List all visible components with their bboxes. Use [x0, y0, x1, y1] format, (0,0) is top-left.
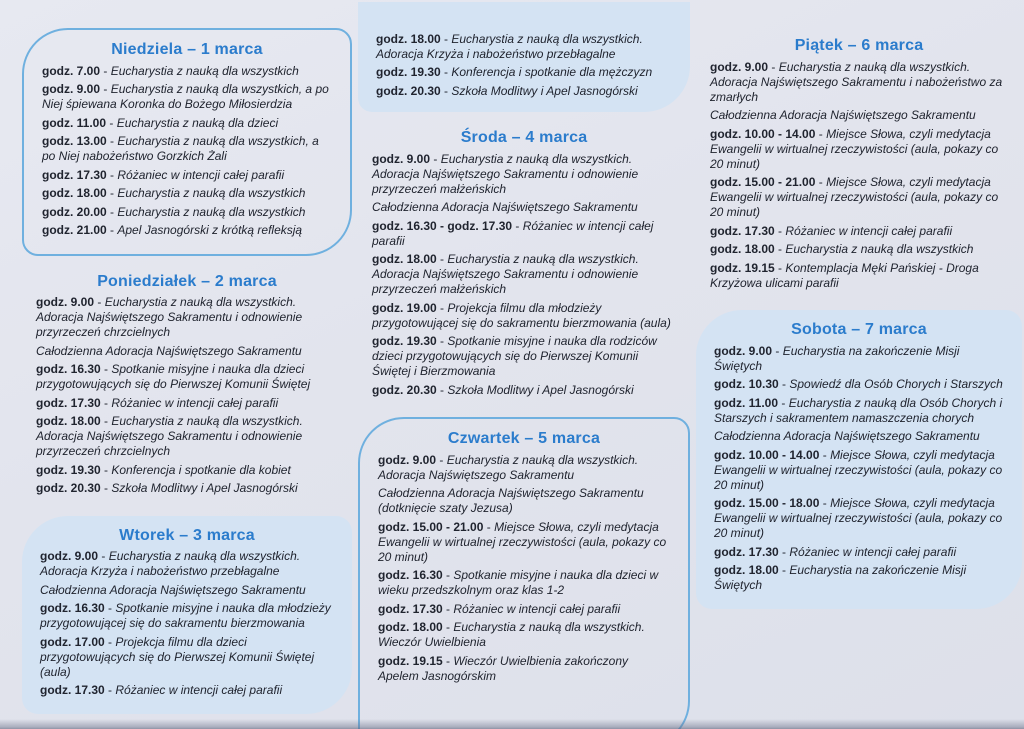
item-desc: Kontemplacja Męki Pańskiej - Droga Krzyżowa ulicami parafii	[710, 260, 979, 290]
item-desc: Wieczór Uwielbienia zakończony Apelem Jasnogórskim	[378, 653, 628, 683]
item-time: godz. 19.15	[710, 260, 775, 275]
item-desc: Eucharystia z nauką dla wszystkich. Adoracja Najświętszego Sakramentu i odnowienie przyrzeczeń małżeńskich	[372, 252, 639, 296]
item-separator: -	[815, 175, 827, 189]
item-desc: Różaniec w intencji całej parafii	[453, 601, 621, 616]
schedule-item	[378, 602, 670, 617]
item-separator: -	[436, 252, 448, 266]
item-desc: Eucharystia z nauką dla wszystkich	[117, 186, 306, 200]
item-desc: Szkoła Modlitwy i Apel Jasnogórski	[111, 481, 298, 495]
item-time: godz. 16.30	[378, 568, 443, 582]
schedule-item	[710, 224, 1008, 239]
item-separator: -	[104, 683, 116, 697]
item-time: godz. 15.00 - 21.00	[378, 519, 484, 534]
item-separator: -	[104, 601, 116, 615]
item-time: godz. 10.00 - 14.00	[710, 126, 816, 141]
item-time: godz. 21.00	[42, 223, 107, 237]
item-desc: Eucharystia z nauką dla wszystkich	[117, 204, 306, 219]
item-desc: Konferencja i spotkanie dla kobiet	[111, 462, 291, 477]
item-time: godz. 19.30	[372, 334, 437, 348]
item-separator: -	[436, 334, 448, 348]
item-desc: Spotkanie misyjne i nauka dla dzieci w wieku przedszkolnym oraz klas 1-2	[378, 568, 659, 597]
item-time: godz. 11.00	[714, 395, 779, 410]
item-time: godz. 17.30	[714, 544, 779, 559]
schedule-item	[40, 601, 334, 631]
schedule-item	[42, 134, 332, 164]
item-desc: Eucharystia z nauką dla wszystkich. Adoracja Najświętszego Sakramentu i odnowienie przyrzeczeń małżeńskich	[372, 151, 639, 196]
item-time: godz. 18.00	[36, 414, 101, 428]
item-separator: -	[778, 563, 790, 577]
item-separator: -	[100, 414, 112, 428]
item-separator: -	[778, 377, 790, 391]
item-desc: Eucharystia z nauką dla wszystkich, a po Niej śpiewana Koronka do Bożego Miłosierdzia	[42, 82, 329, 111]
item-separator: -	[100, 462, 112, 477]
item-desc: Eucharystia z nauką dla dzieci	[116, 115, 279, 130]
schedule-item	[376, 65, 672, 80]
schedule-item	[376, 84, 672, 99]
item-separator: -	[106, 134, 118, 148]
item-desc: Różaniec w intencji całej parafii	[111, 395, 279, 410]
schedule-item	[378, 568, 670, 598]
item-desc: Apel Jasnogórski z krótką refleksją	[117, 223, 303, 237]
item-separator: -	[440, 31, 452, 46]
item-separator: -	[100, 395, 112, 410]
item-separator: -	[774, 223, 786, 238]
item-time: godz. 18.00	[42, 186, 107, 200]
item-desc: Całodzienna Adoracja Najświętszego Sakramentu	[714, 429, 980, 443]
day-section-sobota	[696, 310, 1022, 609]
item-time: godz. 7.00	[42, 63, 101, 78]
schedule-item	[40, 549, 334, 579]
schedule-item	[40, 635, 334, 680]
schedule-item	[714, 396, 1004, 426]
schedule-item	[36, 414, 338, 459]
day-section-poniedzialek	[22, 264, 352, 508]
item-desc: Całodzienna Adoracja Najświętszego Sakramentu (dotknięcie szaty Jezusa)	[378, 486, 644, 515]
item-separator: -	[768, 59, 779, 74]
item-separator: -	[100, 63, 111, 78]
column-left	[22, 0, 352, 722]
schedule-item	[710, 127, 1008, 172]
schedule-item	[714, 377, 1004, 392]
item-separator: -	[778, 544, 790, 559]
schedule-item	[376, 32, 672, 62]
day-section-wtorek	[22, 516, 352, 714]
item-separator: -	[442, 620, 454, 634]
item-time: godz. 15.00 - 21.00	[710, 175, 816, 189]
item-desc: Projekcja filmu dla dzieci przygotowujących się do Pierwszej Komunii Świętej (aula)	[40, 634, 315, 679]
day-title-poniedzialek: Poniedziałek – 2 marca	[97, 272, 277, 290]
schedule-item	[378, 520, 670, 565]
item-time: godz. 19.30	[376, 65, 441, 79]
day-section-niedziela	[22, 28, 352, 256]
schedule-item	[714, 344, 1004, 374]
schedule-item	[372, 334, 676, 379]
column-center	[358, 0, 690, 729]
schedule-item	[372, 219, 676, 249]
schedule-item	[378, 654, 670, 684]
day-title-sobota: Sobota – 7 marca	[791, 321, 927, 338]
schedule-item	[378, 620, 670, 650]
item-time: godz. 17.30	[40, 683, 105, 697]
item-time: godz. 17.30	[710, 223, 775, 238]
item-time: godz. 9.00	[42, 82, 101, 96]
item-time: godz. 16.30	[36, 362, 101, 376]
day-title-wtorek: Wtorek – 3 marca	[119, 526, 255, 544]
item-separator: -	[98, 549, 109, 563]
schedule-item	[42, 82, 332, 112]
schedule-item	[42, 116, 332, 131]
item-time: godz. 9.00	[378, 452, 437, 467]
item-desc: Szkoła Modlitwy i Apel Jasnogórski	[451, 83, 638, 98]
item-time: godz. 17.30	[378, 601, 443, 616]
item-desc: Eucharystia z nauką dla wszystkich	[785, 242, 974, 256]
item-separator: -	[483, 519, 495, 534]
item-desc: Różaniec w intencji całej parafii	[117, 167, 285, 182]
item-separator: -	[106, 167, 118, 182]
schedule-item	[378, 453, 670, 483]
item-desc: Spowiedź dla Osób Chorych i Starszych	[789, 377, 1003, 391]
item-desc: Miejsce Słowa, czyli medytacja Ewangelii w wirtualnej rzeczywistości (aula, pokazy co 20 minut)	[710, 175, 999, 219]
item-separator: -	[774, 260, 786, 275]
item-separator: -	[819, 496, 831, 510]
item-separator: -	[442, 568, 454, 582]
day-section-czwartek	[358, 417, 690, 729]
item-time: godz. 10.00 - 14.00	[714, 447, 820, 462]
item-desc: Eucharystia z nauką dla wszystkich. Adoracja Najświętszego Sakramentu i odnowienie przyrzeczeń chrzcielnych	[36, 295, 303, 339]
item-desc: Szkoła Modlitwy i Apel Jasnogórski	[447, 382, 634, 397]
item-separator: -	[512, 218, 523, 233]
item-desc: Miejsce Słowa, czyli medytacja Ewangelii w wirtualnej rzeczywistości (aula, pokazy co 20 minut)	[378, 519, 667, 564]
item-separator: -	[104, 634, 116, 649]
item-desc: Różaniec w intencji całej parafii	[115, 683, 283, 697]
item-desc: Eucharystia na zakończenie Misji Świętych	[714, 343, 960, 373]
item-time: godz. 20.30	[376, 83, 441, 98]
item-time: godz. 19.00	[372, 300, 437, 315]
item-desc: Eucharystia z nauką dla wszystkich. Adoracja Krzyża i nabożeństwo przebłagalne	[376, 31, 643, 61]
item-desc: Eucharystia z nauką dla wszystkich. Adoracja Najświętszego Sakramentu	[378, 452, 639, 482]
schedule-item	[714, 496, 1004, 541]
item-time: godz. 18.00	[714, 563, 779, 577]
item-separator: -	[436, 382, 448, 397]
item-time: godz. 20.00	[42, 204, 107, 219]
item-separator: -	[430, 151, 441, 166]
item-time: godz. 20.30	[36, 481, 101, 495]
schedule-item	[710, 261, 1008, 291]
item-desc: Eucharystia z nauką dla wszystkich. Adoracja Najświętszego Sakramentu i nabożeństwo za zmarłych	[710, 59, 1003, 104]
item-desc: Eucharystia z nauką dla wszystkich. Adoracja Krzyża i nabożeństwo przebłagalne	[40, 549, 301, 578]
item-time: godz. 17.00	[40, 634, 105, 649]
item-time: godz. 13.00	[42, 134, 107, 148]
item-separator: -	[772, 343, 783, 358]
schedule-item	[714, 545, 1004, 560]
item-time: godz. 10.30	[714, 377, 779, 391]
item-desc: Eucharystia z nauką dla wszystkich	[110, 63, 299, 78]
item-separator: -	[440, 65, 452, 79]
item-time: godz. 19.15	[378, 653, 443, 668]
schedule-item	[710, 108, 1008, 123]
day-title-czwartek: Czwartek – 5 marca	[447, 430, 601, 447]
item-time: godz. 19.30	[36, 462, 101, 477]
item-desc: Całodzienna Adoracja Najświętszego Sakramentu	[372, 200, 638, 214]
schedule-item	[42, 64, 332, 79]
item-desc: Różaniec w intencji całej parafii	[372, 218, 654, 248]
day-title-piatek: Piątek – 6 marca	[794, 37, 924, 54]
schedule-item	[714, 448, 1004, 493]
item-time: godz. 18.00	[372, 252, 437, 266]
schedule-item	[372, 383, 676, 398]
item-desc: Eucharystia z nauką dla wszystkich. Adoracja Najświętszego Sakramentu i odnowienie przyrzeczeń chrzcielnych	[36, 414, 303, 458]
item-desc: Całodzienna Adoracja Najświętszego Sakramentu	[710, 108, 976, 122]
schedule-item	[36, 295, 338, 340]
item-separator: -	[440, 83, 452, 98]
item-time: godz. 9.00	[36, 295, 95, 309]
schedule-item	[36, 463, 338, 478]
item-desc: Całodzienna Adoracja Najświętszego Sakramentu	[40, 582, 306, 597]
item-time: godz. 18.00	[376, 31, 441, 46]
item-separator: -	[106, 115, 117, 130]
schedule-item	[40, 683, 334, 698]
item-time: godz. 18.00	[378, 620, 443, 634]
item-desc: Spotkanie misyjne i nauka dla dzieci przygotowujących się do Pierwszej Komunii Świętej	[36, 362, 311, 391]
schedule-item	[372, 301, 676, 331]
item-separator: -	[100, 481, 112, 495]
item-time: godz. 15.00 - 18.00	[714, 496, 820, 510]
item-separator: -	[442, 601, 454, 616]
day-title-niedziela: Niedziela – 1 marca	[111, 41, 263, 58]
schedule-item	[710, 60, 1008, 105]
schedule-item	[42, 223, 332, 238]
item-desc: Różaniec w intencji całej parafii	[785, 223, 953, 238]
schedule-item	[36, 396, 338, 411]
schedule-item	[714, 563, 1004, 593]
item-desc: Eucharystia z nauką dla wszystkich. Wieczór Uwielbienia	[378, 620, 645, 649]
item-separator: -	[94, 295, 105, 309]
item-desc: Całodzienna Adoracja Najświętszego Sakramentu	[36, 343, 302, 358]
item-desc: Spotkanie misyjne i nauka dla młodzieży przygotowującej się do sakramentu bierzmowania	[40, 601, 331, 630]
schedule-item	[714, 429, 1004, 444]
schedule-item	[710, 242, 1008, 257]
item-time: godz. 20.30	[372, 382, 437, 397]
item-separator: -	[106, 204, 118, 219]
item-desc: Miejsce Słowa, czyli medytacja Ewangelii w wirtualnej rzeczywistości (aula, pokazy co 20 minut)	[714, 496, 1003, 540]
day-title-sroda: Środa – 4 marca	[460, 129, 588, 146]
item-time: godz. 11.00	[42, 115, 107, 130]
schedule-item	[378, 486, 670, 516]
item-desc: Miejsce Słowa, czyli medytacja Ewangelii w wirtualnej rzeczywistości (aula, pokazy co 20 minut)	[714, 447, 1003, 492]
item-desc: Eucharystia na zakończenie Misji Świętych	[714, 563, 967, 592]
item-separator: -	[100, 82, 111, 96]
item-desc: Eucharystia z nauką dla Osób Chorych i Starszych i sakramentem namaszczenia chorych	[714, 395, 1003, 425]
item-desc: Projekcja filmu dla młodzieży przygotowującej się do sakramentu bierzmowania (aula)	[372, 300, 671, 330]
item-desc: Różaniec w intencji całej parafii	[789, 544, 957, 559]
schedule-item	[372, 152, 676, 197]
item-time: godz. 17.30	[36, 395, 101, 410]
item-separator: -	[815, 126, 827, 141]
item-desc: Miejsce Słowa, czyli medytacja Ewangelii w wirtualnej rzeczywistości (aula, pokazy co 20 minut)	[710, 126, 999, 171]
day-section-piatek	[696, 28, 1022, 302]
day-section-wtorek-ciag-dalszy	[358, 2, 690, 112]
item-time: godz. 16.30	[40, 601, 105, 615]
item-time: godz. 9.00	[714, 343, 773, 358]
item-separator: -	[100, 362, 112, 376]
day-section-sroda	[358, 120, 690, 409]
item-separator: -	[106, 186, 118, 200]
schedule-item	[710, 175, 1008, 220]
schedule-item	[36, 481, 338, 496]
schedule-item	[42, 205, 332, 220]
item-time: godz. 9.00	[40, 549, 99, 563]
schedule-item	[36, 362, 338, 392]
schedule-item	[42, 186, 332, 201]
item-time: godz. 9.00	[710, 59, 769, 74]
item-time: godz. 9.00	[372, 151, 431, 166]
schedule-item	[372, 252, 676, 297]
item-separator: -	[774, 242, 786, 256]
item-separator: -	[819, 447, 831, 462]
schedule-item	[372, 200, 676, 215]
item-separator: -	[778, 395, 789, 410]
item-separator: -	[436, 452, 447, 467]
item-time: godz. 17.30	[42, 167, 107, 182]
item-separator: -	[436, 300, 448, 315]
column-right	[696, 0, 1022, 617]
schedule-item	[42, 168, 332, 183]
schedule-item	[36, 344, 338, 359]
item-time: godz. 16.30 - godz. 17.30	[372, 218, 513, 233]
schedule-item	[40, 583, 334, 598]
item-time: godz. 18.00	[710, 242, 775, 256]
item-desc: Spotkanie misyjne i nauka dla rodziców dzieci przygotowujących się do Pierwszej Komunii Świętej i Bierzmowania	[372, 334, 657, 378]
item-separator: -	[106, 223, 118, 237]
item-desc: Eucharystia z nauką dla wszystkich, a po Niej nabożeństwo Gorzkich Żali	[42, 134, 319, 163]
item-desc: Konferencja i spotkanie dla mężczyzn	[451, 65, 653, 79]
item-separator: -	[442, 653, 454, 668]
